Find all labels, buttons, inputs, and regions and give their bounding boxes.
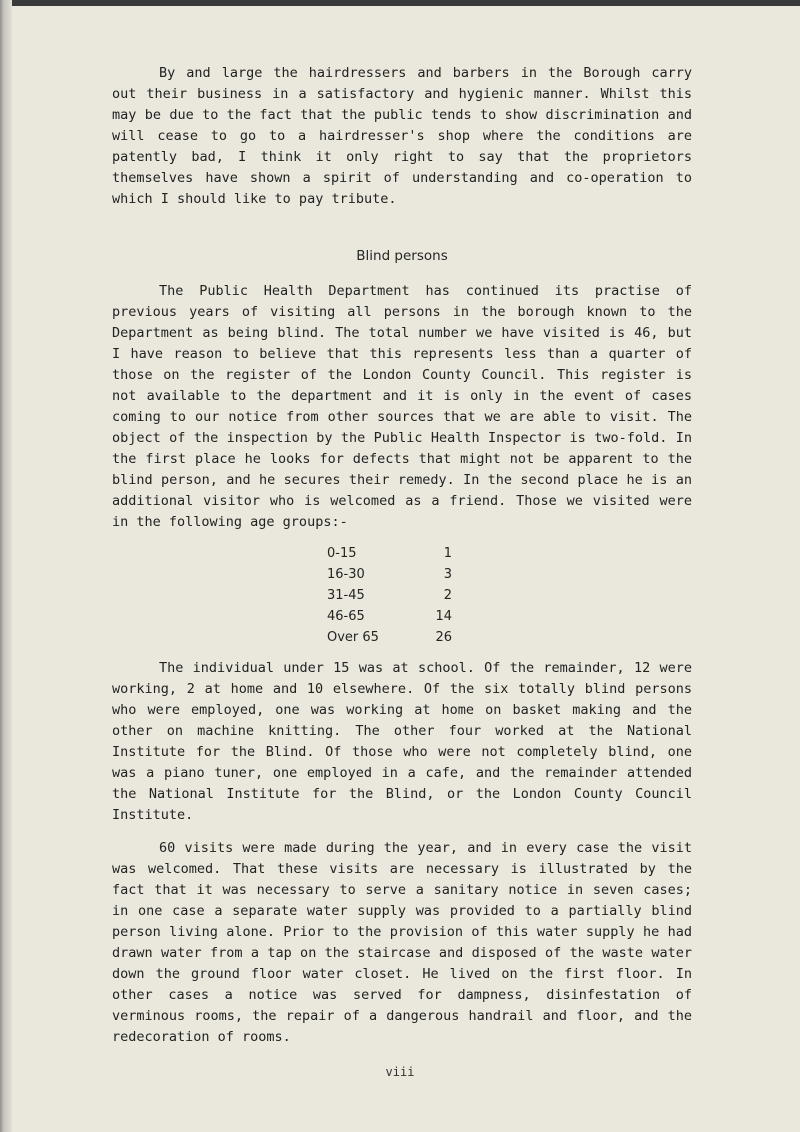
- age-group-count: 3: [443, 567, 452, 582]
- table-row: [327, 564, 452, 585]
- scan-left-edge: [0, 0, 12, 1132]
- page-body: [112, 63, 692, 1048]
- paragraph-hairdressers: By and large the hairdressers and barbers in the Borough carry out their business in a satisfactory and hygienic manner. Whilst this may be due to the fact that the public tends to show discrimination and will cease to go to a hairdresser's shop where the conditions are patently bad, I think it only right to say that the proprietors themselves have shown a spirit of understanding and co-operation to which I should like to pay tribute.: [112, 65, 692, 207]
- age-groups-table: [327, 543, 452, 648]
- age-group-count: 14: [435, 609, 452, 624]
- table-row: [327, 585, 452, 606]
- age-group-count: 2: [443, 588, 452, 603]
- age-group-label: 46-65: [327, 609, 365, 624]
- paragraph-spacer: [112, 826, 692, 838]
- paragraph-blind-visits: The Public Health Department has continued its practise of previous years of visiting all persons in the borough known to the Department as being blind. The total number we have visited is 46, but I have reason to believe that this represents less than a quarter of those on the register of the London County Council. This register is not available to the department and it is only in the event of cases coming to our notice from other sources that we are able to visit. The object of the inspection by the Public Health Inspector is two-fold. In the first place he looks for defects that might not be apparent to the blind person, and he secures their remedy. In the second place he is an additional visitor who is welcomed as a friend. Those we visited were in the following age groups:-: [112, 283, 692, 530]
- scan-top-edge: [0, 0, 800, 6]
- paragraph-employment: The individual under 15 was at school. Of the remainder, 12 were working, 2 at home and 10 elsewhere. Of the six totally blind persons who were employed, one was working at home on basket making and the other on machine knitting. The other four worked at the National Institute for the Blind. Of those who were not completely blind, one was a piano tuner, one employed in a cafe, and the remainder attended the National Institute for the Blind, or the London County Council Institute.: [112, 660, 692, 823]
- age-group-count: 1: [443, 546, 452, 561]
- age-group-label: 31-45: [327, 588, 365, 603]
- table-row: [327, 606, 452, 627]
- table-row: [327, 627, 452, 648]
- age-group-label: Over 65: [327, 630, 379, 645]
- paragraph-visits-made: 60 visits were made during the year, and in every case the visit was welcomed. That these visits are necessary is illustrated by the fact that it was necessary to serve a sanitary notice in seven cases; in one case a separate water supply was provided to a partially blind person living alone. Prior to the provision of this water supply he had drawn water from a tap on the staircase and disposed of the waste water down the ground floor water closet. He lived on the first floor. In other cases a notice was served for dampness, disinfestation of verminous rooms, the repair of a dangerous handrail and floor, and the redecoration of rooms.: [112, 840, 692, 1045]
- page-number: viii: [385, 1065, 415, 1079]
- table-row: [327, 543, 452, 564]
- section-heading-blind-persons: Blind persons: [356, 248, 448, 264]
- age-group-count: 26: [435, 630, 452, 645]
- age-group-label: 16-30: [327, 567, 365, 582]
- age-group-label: 0-15: [327, 546, 357, 561]
